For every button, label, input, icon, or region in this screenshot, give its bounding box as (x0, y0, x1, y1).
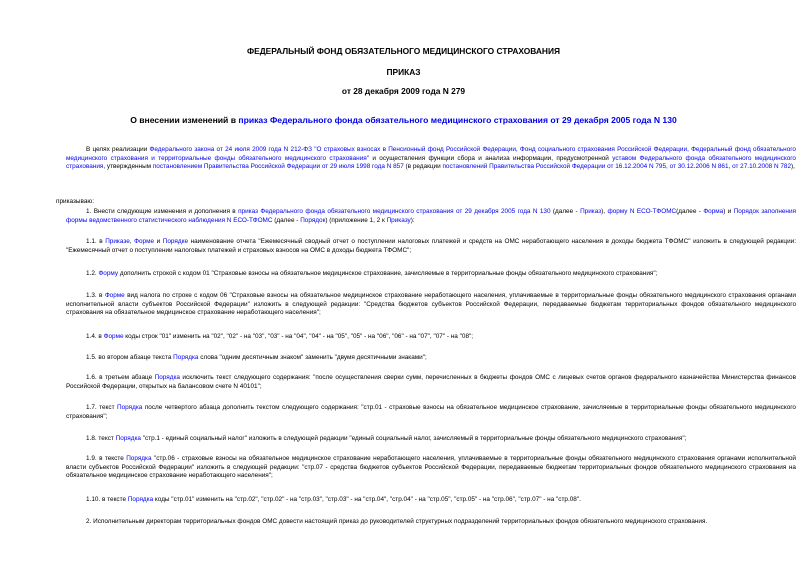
paragraph-2 (66, 518, 796, 527)
text-run: 1.4. в (86, 333, 104, 340)
text-run: В целях реализации (86, 146, 150, 153)
order-130-link[interactable]: приказ Федерального фонда обязательного медицинского страхования от 29 декабря 2005 года N 130 (238, 208, 551, 215)
text-run: наименование отчета "Ежемесячный сводный отчет о поступлении налоговых платежей и средств на ОМС неработающего населения в доходы бюджета ТФОМС" изложить в следующей редакции: "Ежемесячный отчет о поступлении налоговых платежей и страховых взносов на ОМС в доходы бюджета ТФОМС"; (66, 238, 796, 254)
text-run: после четвертого абзаца дополнить текстом следующего содержания: "стр.01 - страховые взносы на обязательное медицинское страхование, зачисляемые в территориальные фонды обязательного медицинского страхования"; (66, 404, 796, 420)
paragraph-1-7 (66, 404, 796, 421)
date-number-heading: от 28 декабря 2009 года N 279 (341, 86, 466, 96)
text-run: 1.2. (86, 270, 99, 277)
form-link[interactable]: Форме (104, 292, 125, 299)
procedure-link[interactable]: Порядка (173, 354, 199, 361)
text-run: "стр.06 - страховые взносы на обязательное медицинское страхование неработающего населения, уплачиваемые в территориальные фонды обязательного медицинского страхования органами исполнительной власти субъектов Российской Федерации" изложить в следующей редакции: "стр.07 - средства бюджетов субъектов Российской Федерации, передаваемые бюджетам территориальных фондов обязательного медицинского страхования на обязательное медицинское страхование неработающего населения"; (66, 455, 797, 480)
form-link[interactable]: Форме (134, 238, 155, 245)
page-title (0, 115, 807, 125)
text-run: 1.1. в (86, 238, 106, 245)
text-run: слова "одним десятичным знаком" заменить "двумя десятичными знаками"; (198, 354, 427, 361)
paragraph-1 (66, 208, 796, 225)
text-run: вид налога по строке с кодом 06 "Страховые взносы на обязательное медицинское страхование неработающего населения, уплачиваемые в территориальные фонды обязательного медицинского страхования органами исполнительной власти субъектов Российской Федерации" изложить в следующей редакции: "Средства бюджетов субъектов Российской Федерации, передаваемые бюджетам территориальных фондов обязательного медицинского страхования на обязательное медицинское страхование неработающего населения"; (66, 292, 797, 317)
text-run: и осуществления функции сбора и анализа информации, предусмотренной (369, 154, 613, 162)
text-run: 1.8. текст (86, 435, 116, 442)
text-run: 1.5. во втором абзаце текста (86, 354, 174, 361)
text-run: (в редакции (403, 163, 443, 171)
form-link[interactable]: Форме (103, 333, 124, 340)
text-run: ) и (723, 208, 734, 215)
text-run: 1.3. в (86, 292, 105, 299)
text-run: ), (791, 163, 795, 171)
text-run: (далее - (550, 208, 581, 215)
order-word: приказываю: (56, 198, 94, 205)
form-link[interactable]: Форму (98, 270, 119, 277)
order-link[interactable]: Приказе (105, 238, 130, 245)
text-run: (далее - (272, 216, 301, 224)
resolutions-editions-link[interactable]: постановлений Правительства Российской Федерации от 16.12.2004 N 795, от 30.12.2006 N 861, от 27.10.2008 N 782 (442, 163, 791, 171)
form-link[interactable]: Форма (703, 208, 724, 215)
text-run: 1.7. текст (86, 404, 118, 411)
paragraph-1-1 (66, 238, 796, 255)
procedure-link[interactable]: Порядке (162, 238, 189, 245)
procedure-link[interactable]: Порядка (117, 404, 143, 411)
order-appendix-link[interactable]: Приказу (386, 216, 411, 224)
paragraph-1-6 (66, 374, 796, 391)
text-run: коды "стр.01" изменить на "стр.02", "стр.02" - на "стр.03", "стр.03" - на "стр.04", "стр.04" - на "стр.05", "стр.05" - на "стр.06", "стр.07" - на "стр.08". (153, 496, 581, 503)
form-eso-tfoms-link[interactable]: форму N ЕСО-ТФОМС (607, 208, 677, 215)
text-run: 1.10. в тексте (86, 496, 128, 503)
paragraph-1-8 (66, 435, 796, 444)
text-run: 1.9. в тексте (86, 455, 127, 462)
paragraph-1-9 (66, 455, 796, 481)
text-run: ): (410, 216, 415, 224)
text-run: 1.6. в третьем абзаце (86, 374, 155, 381)
procedure-link[interactable]: Порядка (127, 496, 154, 503)
procedure-link[interactable]: Порядка (115, 435, 141, 442)
procedure-full-link[interactable]: Порядок заполнения формы ведомственного статистического наблюдения N ЕСО-ТФОМС (66, 208, 796, 224)
federal-law-link[interactable]: Федерального закона от 24 июля 2009 года N 212-ФЗ "О страховых взносах в Пенсионный фонд Российской Федерации, Фонд социального страхования Российской Федерации, Федеральный фонд обязательного медицинского страхования и территориальные фонды обязательного медицинского страхования" (66, 146, 796, 162)
order-link[interactable]: Приказ (580, 208, 602, 215)
title-order-link[interactable]: приказ Федерального фонда обязательного медицинского страхования от 29 декабря 2005 года N 130 (238, 115, 677, 125)
text-run: , утвержденным (103, 163, 153, 171)
text-run: и (154, 238, 163, 245)
text-run: "стр.1 - единый социальный налог" изложить в следующей редакции "единый социальный налог, зачисляемый в территориальные фонды обязательного медицинского страхования"; (140, 435, 687, 442)
paragraph-1-10 (66, 496, 796, 505)
paragraph-1-5 (66, 354, 796, 363)
document-type-heading: ПРИКАЗ (386, 67, 421, 77)
text-run: ) (приложение 1, 2 к (325, 216, 387, 224)
text-run: , (129, 238, 135, 245)
text-run: коды строк "01" изменить на "02", "02" - на "03", "03" - на "04", "04" - на "05", "05" - на "06", "06" - на "07", "07" - на "08"; (123, 333, 474, 340)
title-prefix: О внесении изменений в (130, 115, 239, 125)
text-run: 1. Внести следующие изменения и дополнения в (86, 208, 239, 215)
text-run: (далее - (676, 208, 704, 215)
text-run: дополнить строкой с кодом 01 "Страховые взносы на обязательное медицинское страхование, зачисляемые в территориальные фонды обязательного медицинского страхования"; (118, 270, 658, 277)
government-resolution-link[interactable]: постановлением Правительства Российской Федерации от 29 июля 1998 года N 857 (152, 163, 404, 171)
text-run: 2. Исполнительным директорам территориальных фондов ОМС довести настоящий приказ до руководителей структурных подразделений территориальных фондов обязательного медицинского страхования. (86, 518, 708, 525)
charter-link[interactable]: уставом Федерального фонда обязательного медицинского страхования (66, 154, 796, 171)
paragraph-1-2 (66, 270, 796, 279)
procedure-link[interactable]: Порядок (300, 216, 326, 224)
paragraph-1-3 (66, 292, 796, 318)
text-run: исключить текст следующего содержания: "после осуществления сверки сумм, перечисленных в бюджеты фондов ОМС с лицевых счетов органов федерального казначейства Министерства финансов Российской Федерации, открытых на балансовом счете N 40101"; (66, 374, 796, 390)
procedure-link[interactable]: Порядка (126, 455, 152, 462)
organization-heading: ФЕДЕРАЛЬНЫЙ ФОНД ОБЯЗАТЕЛЬНОГО МЕДИЦИНСКОГО СТРАХОВАНИЯ (246, 46, 561, 56)
text-run: ), (601, 208, 608, 215)
procedure-link[interactable]: Порядка (154, 374, 180, 381)
intro-paragraph (66, 146, 796, 172)
paragraph-1-4 (66, 333, 796, 342)
